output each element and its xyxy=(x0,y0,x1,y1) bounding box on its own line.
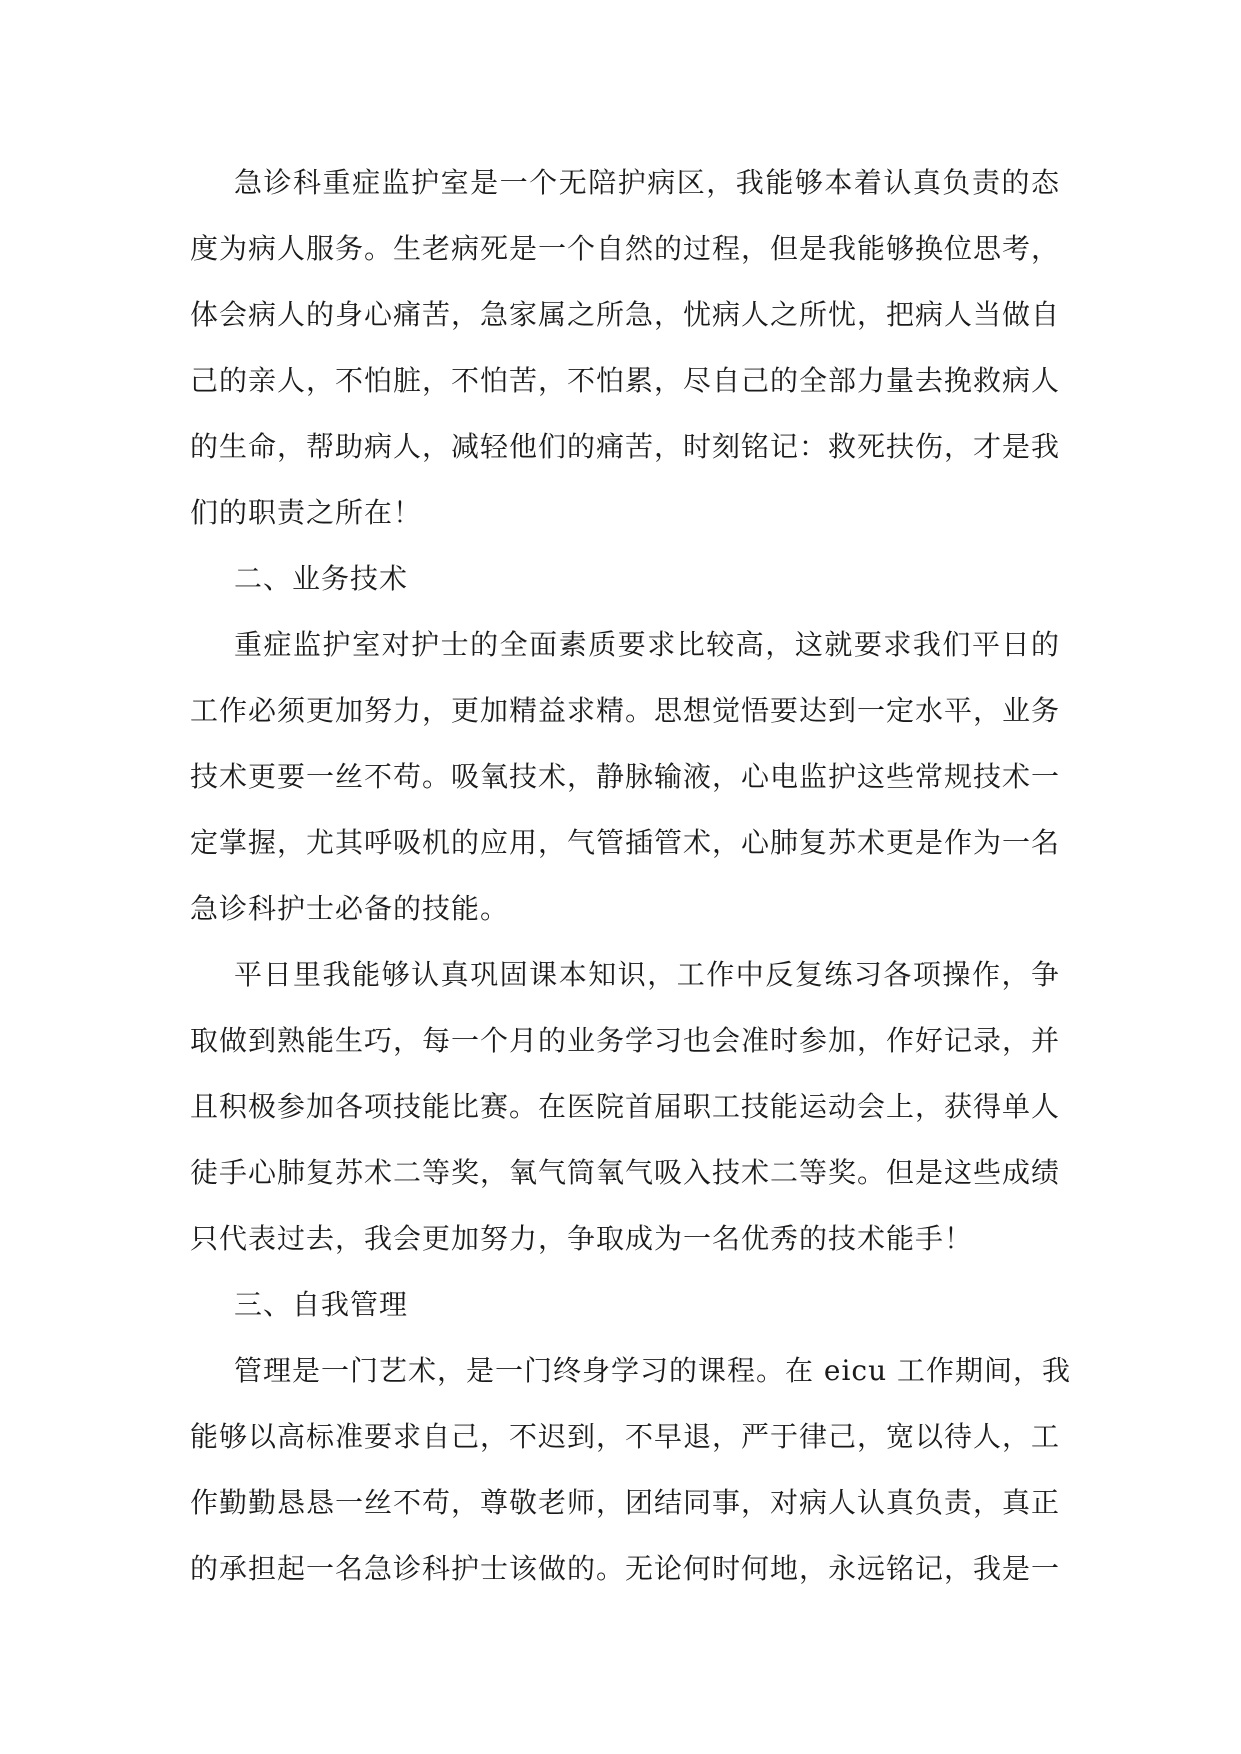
text-line: 作勤勤恳恳一丝不苟，尊敬老师，团结同事，对病人认真负责，真正 xyxy=(190,1486,1061,1519)
text-line: 工作必须更加努力，更加精益求精。思想觉悟要达到一定水平，业务 xyxy=(190,694,1061,727)
text-line: 的承担起一名急诊科护士该做的。无论何时何地，永远铭记，我是一 xyxy=(190,1552,1061,1585)
text-line: 重症监护室对护士的全面素质要求比较高，这就要求我们平日的 xyxy=(234,628,1060,661)
text-line: 只代表过去，我会更加努力，争取成为一名优秀的技术能手！ xyxy=(190,1222,974,1255)
paragraph-icu-requirements xyxy=(190,612,1060,942)
text-line: 技术更要一丝不苟。吸氧技术，静脉输液，心电监护这些常规技术一 xyxy=(190,760,1061,793)
document-body xyxy=(190,150,1072,1602)
text-line: 度为病人服务。生老病死是一个自然的过程，但是我能够换位思考， xyxy=(190,232,1061,265)
text-line: 体会病人的身心痛苦，急家属之所急，忧病人之所忧，把病人当做自 xyxy=(190,298,1061,331)
paragraph-management xyxy=(190,1338,1072,1602)
section-heading-self-management: 三、自我管理 xyxy=(234,1288,409,1321)
section-heading-business-skills: 二、业务技术 xyxy=(234,562,409,595)
text-line: 们的职责之所在！ xyxy=(190,496,423,529)
paragraph-icu-service xyxy=(190,150,1060,546)
text-line: 己的亲人，不怕脏，不怕苦，不怕累，尽自己的全部力量去挽救病人 xyxy=(190,364,1061,397)
paragraph-skill-practice xyxy=(190,942,1060,1272)
text-line: 徒手心肺复苏术二等奖，氧气筒氧气吸入技术二等奖。但是这些成绩 xyxy=(190,1156,1061,1189)
text-line: 能够以高标准要求自己，不迟到，不早退，严于律己，宽以待人，工 xyxy=(190,1420,1061,1453)
text-line: 取做到熟能生巧，每一个月的业务学习也会准时参加，作好记录，并 xyxy=(190,1024,1061,1057)
text-line: 管理是一门艺术，是一门终身学习的课程。在 eicu 工作期间，我 xyxy=(234,1354,1072,1387)
text-line: 急诊科重症监护室是一个无陪护病区，我能够本着认真负责的态 xyxy=(234,166,1060,199)
text-line: 平日里我能够认真巩固课本知识，工作中反复练习各项操作，争 xyxy=(234,958,1060,991)
text-line: 且积极参加各项技能比赛。在医院首届职工技能运动会上，获得单人 xyxy=(190,1090,1061,1123)
text-line: 的生命，帮助病人，减轻他们的痛苦，时刻铭记：救死扶伤，才是我 xyxy=(190,430,1061,463)
text-line: 急诊科护士必备的技能。 xyxy=(190,892,510,925)
text-line: 定掌握，尤其呼吸机的应用，气管插管术，心肺复苏术更是作为一名 xyxy=(190,826,1061,859)
